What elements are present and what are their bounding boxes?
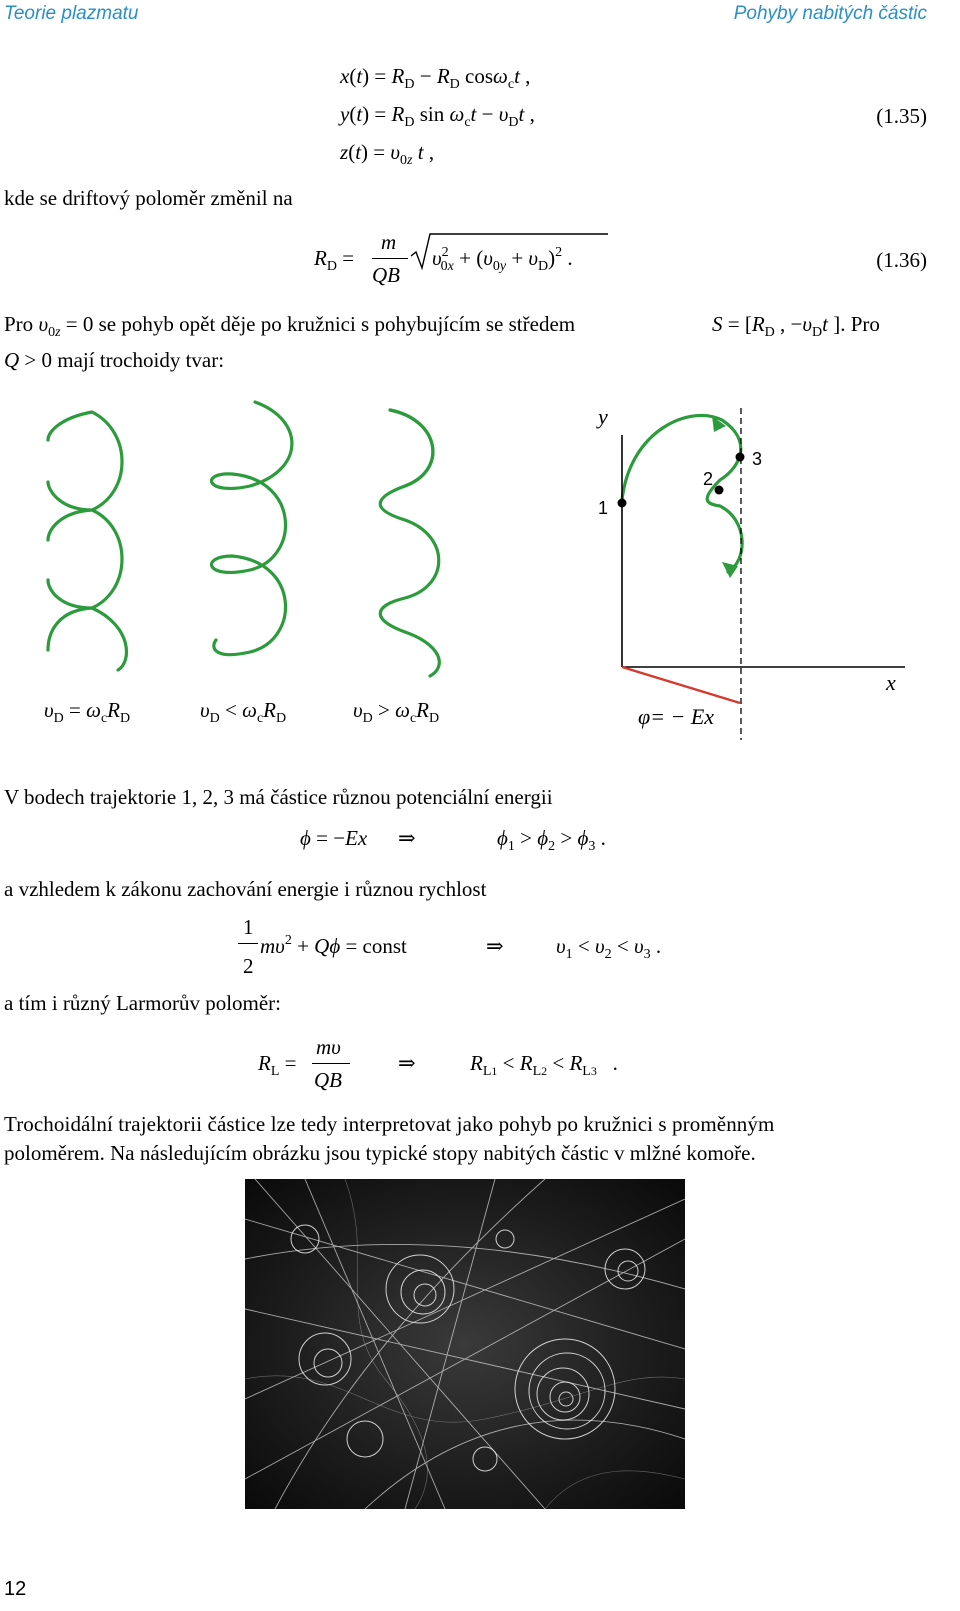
eq-potential-order: $\phi_1 > \phi_2 > \phi_3$ . <box>497 826 606 854</box>
eq-larmor-frac-bar <box>312 1063 350 1064</box>
pro-line: Pro $\upsilon_{0z} = 0$ se pohyb opět děje po kružnici s pohybujícím se středem <box>4 312 576 340</box>
point-1-marker <box>618 499 627 508</box>
potential-line <box>622 667 740 703</box>
looped-trochoid-trajectory <box>211 402 291 655</box>
running-header-left: Teorie plazmatu <box>4 3 139 24</box>
frac-half-bar <box>238 943 258 944</box>
labeled-trajectory <box>622 415 742 572</box>
prolate-trochoid-trajectory <box>380 410 439 676</box>
speed-intro: a vzhledem k zákonu zachování energie i různou rychlost <box>4 877 487 901</box>
page-number: 12 <box>4 1578 27 1600</box>
implies-1: ⇒ <box>398 826 416 850</box>
eq-larmor-den: QB <box>314 1068 342 1092</box>
trochoid-para-line1: Trochoidální trajektorii částice lze tedy interpretovat jako pohyb po kružnici s proměnným <box>4 1112 775 1136</box>
potential-label: φ= − Ex <box>638 704 715 729</box>
eq-rd-frac-bar <box>372 258 408 259</box>
eq-x-t: $x(t) = R_D - R_D$ cosω$_c$t , <box>340 64 531 92</box>
eq-larmor-num: mυ <box>316 1035 341 1059</box>
larmor-intro: a tím i různý Larmorův poloměr: <box>4 991 282 1015</box>
eq-larmor-order: $R_{L1} < R_{L2} < R_{L3}$ . <box>470 1051 618 1079</box>
eq-rd-lhs: $R_D$ = <box>314 246 355 274</box>
implies-2: ⇒ <box>486 934 504 958</box>
point-2-label: 2 <box>703 469 714 489</box>
eq-rd-den: QB <box>372 263 400 287</box>
caption-equal: $\upsilon_D = \omega_cR_D$ <box>44 698 131 726</box>
implies-3: ⇒ <box>398 1051 416 1075</box>
caption-less: $\upsilon_D < \omega_cR_D$ <box>200 698 287 726</box>
eq-speed-order: $\upsilon_1 < \upsilon_2 < \upsilon_3$ . <box>556 934 662 962</box>
center-s-expr: $S = [R_D$ , $-\upsilon_Dt$ ]. Pro <box>712 312 880 340</box>
trochoid-diagram <box>0 395 960 740</box>
eq-potential: ϕ = −Ex <box>300 826 368 850</box>
eq-y-t: $y(t) = R_D$ $\sin \omega_ct - \upsilon_Dt$ , <box>340 102 535 130</box>
point-2-marker <box>715 486 724 495</box>
point-1-label: 1 <box>598 498 609 518</box>
pro-prefix: Pro <box>4 312 34 336</box>
frac-half-num: 1 <box>243 915 254 939</box>
q-line: Q > 0 mají trochoidy tvar: <box>4 348 225 372</box>
caption-greater: $\upsilon_D > \omega_cR_D$ <box>353 698 440 726</box>
eq-energy: $m\upsilon^2 + Q\phi$ = const <box>260 933 407 958</box>
running-header-right: Pohyby nabitých částic <box>733 3 927 24</box>
eq-z-t: $z(t) = \upsilon_{0z}$ t , <box>340 140 435 168</box>
point-3-label: 3 <box>752 449 763 469</box>
pro-middle: = 0 se pohyb opět děje po kružnici s pohybujícím se středem <box>65 312 576 336</box>
cloud-chamber-photo <box>245 1179 685 1509</box>
x-axis-label: x <box>886 670 896 695</box>
trochoid-para-line2: poloměrem. Na následujícím obrázku jsou typické stopy nabitých částic v mlžné komoře. <box>4 1141 756 1165</box>
drift-radius-intro: kde se driftový poloměr změnil na <box>4 186 293 210</box>
eq-larmor-lhs: $R_L$ = <box>258 1051 297 1079</box>
eq-rd-num: m <box>381 230 397 254</box>
eq-rd-radicand: $\upsilon^2_{0x} + (\upsilon_{0y} + \upsilon_D)^2$ . <box>432 245 573 274</box>
point-3-marker <box>736 453 745 462</box>
pro-suffix: . Pro <box>840 312 880 336</box>
equation-number-135: (1.35) <box>876 104 927 128</box>
cycloid-trajectory <box>48 412 126 670</box>
y-axis-label: y <box>598 404 608 429</box>
equation-number-136: (1.36) <box>876 248 927 272</box>
potential-intro: V bodech trajektorie 1, 2, 3 má částice různou potenciální energii <box>4 785 553 809</box>
q-line-text: > 0 mají trochoidy tvar: <box>24 348 225 372</box>
frac-half-den: 2 <box>243 954 254 978</box>
